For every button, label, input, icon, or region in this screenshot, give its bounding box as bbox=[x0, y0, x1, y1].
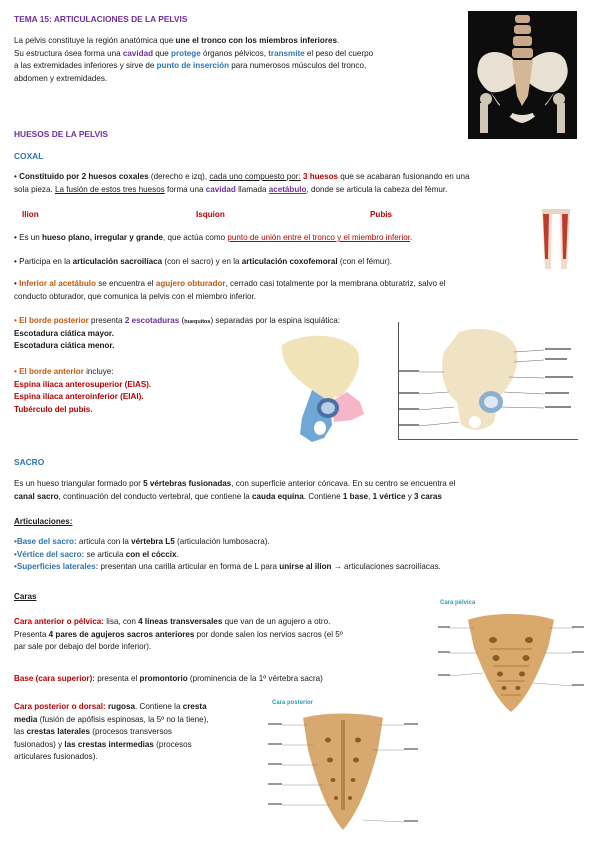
sacrum-posterior-image bbox=[268, 710, 418, 834]
caras-heading: Caras bbox=[14, 592, 37, 601]
caption-cara-posterior: Cara posterior bbox=[272, 700, 314, 706]
sacrum-anterior-image bbox=[438, 608, 584, 718]
section-heading-huesos: HUESOS DE LA PELVIS bbox=[14, 129, 109, 139]
hip-bone-labeled-image bbox=[398, 322, 578, 440]
bone-label-pubis: Pubis bbox=[370, 210, 393, 219]
list-item: •Superficies laterales: presentan una carilla articular en forma de L para unirse al ilion → articulaciones sacroilíacas. bbox=[14, 562, 441, 572]
pelvis-image bbox=[468, 11, 577, 139]
subsection-heading-sacro: SACRO bbox=[14, 457, 45, 467]
hip-muscles-image bbox=[538, 207, 574, 271]
base-paragraph: Base (cara superior): presenta el promontorio (prominencia de la 1º vértebra sacra) bbox=[14, 674, 323, 683]
bone-label-ilion: Ilion bbox=[22, 210, 39, 219]
sacro-paragraph: Es un hueso triangular formado por 5 vértebras fusionadas, con superficie anterior cóncava. En su centro se encuentra el canal sacro, continuación del conducto vertebral, que contiene la cauda equina. Contiene 1 base, 1 vértice y 3 caras bbox=[14, 479, 456, 501]
coxal-bullet-2: • Participa en la articulación sacroilíaca (con el sacro) y en la articulación coxofemoral (con el fémur). bbox=[14, 257, 393, 266]
cara-posterior-paragraph: Cara posterior o dorsal: rugosa. Contiene la cresta media (fusión de apófisis espinosas, la 5º no la tiene), las crestas laterales (procesos transversos fusionados) y las crestas intermedias (procesos articulares fusionados). bbox=[14, 702, 209, 762]
articulaciones-list bbox=[14, 536, 584, 574]
coxal-bullet-3: • Inferior al acetábulo se encuentra el agujero obturador, cerrado casi totalmente por la membrana obturatriz, salvo el conducto obturador, que comunica la pelvis con el miembro inferior. bbox=[14, 279, 446, 301]
cara-anterior-paragraph: Cara anterior o pélvica: lisa, con 4 líneas transversales que van de un agujero a otro. Presenta 4 pares de agujeros sacros anteriores por donde salen los nervios sacros (el 5º par sale por debajo del borde inferior). bbox=[14, 617, 343, 652]
subsection-heading-coxal: COXAL bbox=[14, 151, 44, 161]
articulaciones-heading: Articulaciones: bbox=[14, 517, 73, 526]
hip-bone-colored-image bbox=[272, 330, 384, 445]
intro-paragraph: La pelvis constituye la región anatómica que une el tronco con los miembros inferiores. Su estructura ósea forma una cavidad que protege órganos pélvicos, transmite el peso del cuerpo a las extremidades inferiores y sirve de punto de inserción para numerosos músculos del tronco, abdomen y extremidades. bbox=[14, 36, 374, 83]
page-title: TEMA 15: ARTICULACIONES DE LA PELVIS bbox=[14, 14, 188, 24]
list-item: •Base del sacro: articula con la vértebra L5 (articulación lumbosacra). bbox=[14, 537, 270, 546]
coxal-bullet-1: • Es un hueso plano, irregular y grande, que actúa como punto de unión entre el tronco y el miembro inferior. bbox=[14, 233, 413, 242]
bone-label-isquion: Isquion bbox=[196, 210, 225, 219]
coxal-paragraph: • Constituido por 2 huesos coxales (derecho e izq), cada uno compuesto por: 3 huesos que se acabaran fusionando en una sola pieza. La fusión de estos tres huesos forma una cavidad llamada acetábulo, donde se articula la cabeza del fémur. bbox=[14, 172, 470, 194]
coxal-bullet-5: • El borde anterior incluye: Espina ilíaca anterosuperior (EIAS). Espina ilíaca anteroinferior (EIAI). Tubérculo del pubis. bbox=[14, 367, 152, 414]
coxal-bullet-4: • El borde posterior presenta 2 escotaduras (huequitos) separadas por la espina isquiática: Escotadura ciática mayor. Escotadura ciática menor. bbox=[14, 316, 341, 351]
list-item: •Vértice del sacro: se articula con el cóccix. bbox=[14, 549, 179, 559]
caption-cara-pelvica: Cara pélvica bbox=[440, 600, 476, 606]
